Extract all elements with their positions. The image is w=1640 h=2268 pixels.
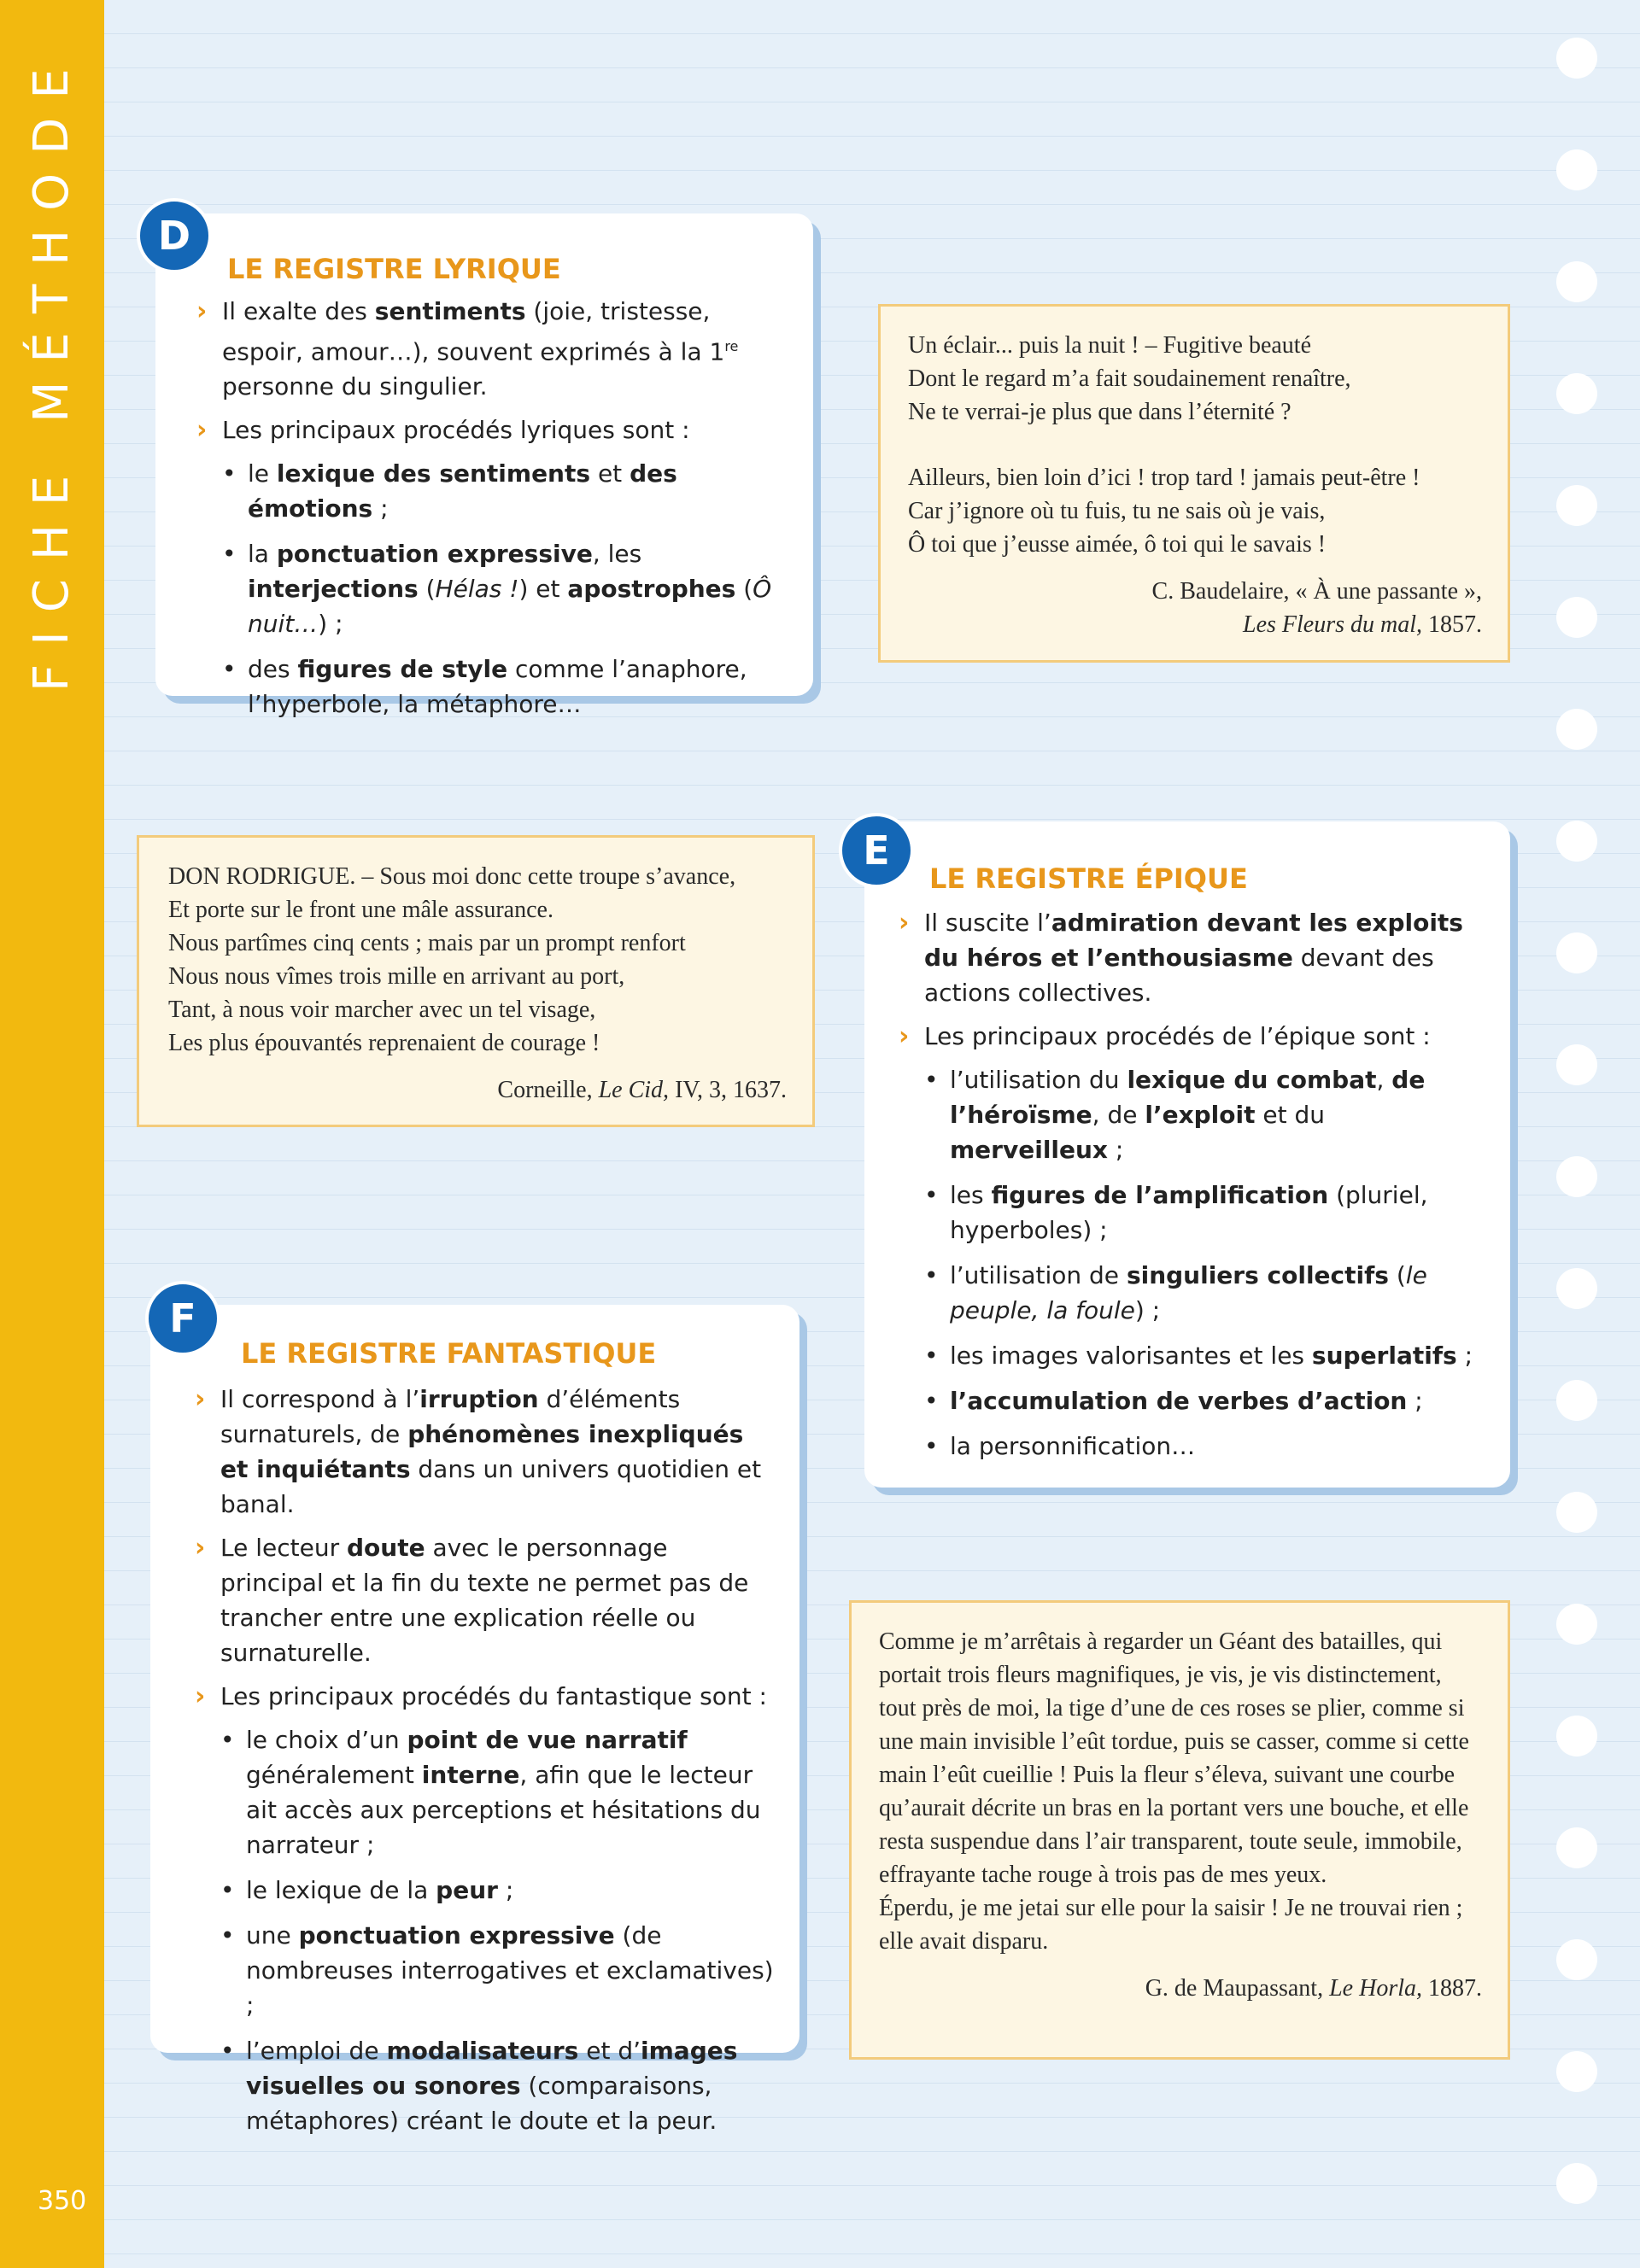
chevron-right-icon: › [196, 296, 208, 326]
binder-hole [1556, 1939, 1597, 1980]
chevron-right-icon: › [195, 1533, 206, 1563]
bullet-icon: • [222, 459, 237, 488]
binder-hole [1556, 1827, 1597, 1868]
sub-item: • le lexique de la peur ; [195, 1873, 776, 1908]
list-item: › Il correspond à l’irruption d’éléments surnaturels, de phénomènes inexpliqués et inquiétants dans un univers quotidien et banal. [195, 1382, 776, 1522]
quote-paragraph: Comme je m’arrêtais à regarder un Géant des batailles, qui portait trois fleurs magnifiques, je vis, je vis distinctement, tout près de moi, la tige d’une de ces roses se plier, comme si une main invisible l’eût tordue, puis se casser, comme si cette main l’eût cueillie ! Puis la fleur s’éleva, suivant une courbe qu’aurait décrite un bras en la portant vers une bouche, et elle resta suspendue dans l’air transparent, toute seule, immobile, effrayante tache rouge à trois pas de mes yeux. [879, 1628, 1469, 1888]
sub-item: • la personnification… [899, 1429, 1488, 1464]
quote-paragraph: Éperdu, je me jetai sur elle pour la saisir ! Je ne trouvai rien ; elle avait disparu. [879, 1895, 1463, 1955]
bullet-icon: • [924, 1432, 939, 1460]
list-item: › Il exalte des sentiments (joie, tristesse, espoir, amour…), souvent exprimés à la 1re personne du singulier. [196, 294, 786, 404]
bullet-icon: • [924, 1387, 939, 1415]
poem-line: Les plus épouvantés reprenaient de courage ! [168, 1030, 600, 1056]
poem-line: Nous partîmes cinq cents ; mais par un prompt renfort [168, 930, 686, 956]
bullet-icon: • [220, 1726, 235, 1754]
chevron-right-icon: › [196, 415, 208, 446]
bullet-icon: • [924, 1066, 939, 1094]
binder-hole [1556, 149, 1597, 190]
binder-hole [1556, 2163, 1597, 2204]
binder-hole [1556, 1044, 1597, 1085]
sub-item: • le lexique des sentiments et des émotions ; [196, 456, 786, 526]
card-title: LE REGISTRE LYRIQUE [227, 253, 561, 285]
bullet-icon: • [220, 1921, 235, 1949]
bullet-icon: • [924, 1342, 939, 1370]
quote-source: C. Baudelaire, « À une passante », [1151, 578, 1482, 605]
poem-line: Ailleurs, bien loin d’ici ! trop tard ! jamais peut-être ! [908, 465, 1420, 491]
binder-hole [1556, 261, 1597, 302]
sub-item: • une ponctuation expressive (de nombreuses interrogatives et exclamatives) ; [195, 1918, 776, 2023]
binder-hole [1556, 1380, 1597, 1421]
card-registre-fantastique [150, 1305, 800, 2135]
poem-line: Tant, à nous voir marcher avec un tel visage, [168, 997, 596, 1023]
list-item: › Les principaux procédés lyriques sont : [196, 412, 786, 447]
quote-baudelaire [878, 304, 1510, 663]
quote-corneille [137, 835, 815, 1127]
bullet-icon: • [924, 1261, 939, 1289]
sub-item: • des figures de style comme l’anaphore, l’hyperbole, la métaphore… [196, 652, 786, 722]
card-registre-lyrique [155, 213, 813, 719]
binder-hole [1556, 1156, 1597, 1197]
bullet-icon: • [222, 540, 237, 569]
sub-item: • le choix d’un point de vue narratif généralement interne, afin que le lecteur ait accès aux perceptions et hésitations du narrateur ; [195, 1722, 776, 1862]
badge-d: D [137, 198, 212, 273]
poem-line: Ne te verrai-je plus que dans l’éternité ? [908, 399, 1292, 425]
poem-line: Car j’ignore où tu fuis, tu ne sais où je vais, [908, 498, 1326, 524]
poem-line: DON RODRIGUE. – Sous moi donc cette troupe s’avance, [168, 863, 736, 890]
quote-source: Les Fleurs du mal, 1857. [1243, 611, 1482, 638]
card-title: LE REGISTRE FANTASTIQUE [241, 1337, 657, 1370]
chevron-right-icon: › [195, 1681, 206, 1711]
sidebar [0, 0, 104, 2268]
binder-hole [1556, 932, 1597, 973]
quote-source: G. de Maupassant, Le Horla, 1887. [1145, 1975, 1482, 2002]
bullet-icon: • [220, 1876, 235, 1904]
binder-hole [1556, 1268, 1597, 1309]
sub-item: • l’utilisation du lexique du combat, de l’héroïsme, de l’exploit et du merveilleux ; [899, 1062, 1488, 1167]
list-item: › Les principaux procédés du fantastique sont : [195, 1679, 776, 1714]
list-item: › Les principaux procédés de l’épique sont : [899, 1019, 1488, 1054]
binder-hole [1556, 821, 1597, 862]
binder-hole [1556, 709, 1597, 750]
binder-hole [1556, 597, 1597, 638]
badge-f: F [145, 1281, 220, 1356]
poem-line: Et porte sur le front une mâle assurance. [168, 897, 554, 923]
chevron-right-icon: › [899, 908, 910, 938]
page-number: 350 [38, 2186, 87, 2216]
bullet-icon: • [924, 1181, 939, 1209]
binder-hole [1556, 2051, 1597, 2092]
sub-item: • les images valorisantes et les superlatifs ; [899, 1338, 1488, 1373]
sub-item: • l’emploi de modalisateurs et d’images visuelles ou sonores (comparaisons, métaphores) créant le doute et la peur. [195, 2033, 776, 2138]
sub-item: • l’utilisation de singuliers collectifs (le peuple, la foule) ; [899, 1258, 1488, 1328]
binder-hole [1556, 1604, 1597, 1645]
poem-line: Nous nous vîmes trois mille en arrivant au port, [168, 963, 625, 990]
sub-item: • l’accumulation de verbes d’action ; [899, 1383, 1488, 1418]
quote-source: Corneille, Le Cid, IV, 3, 1637. [497, 1077, 787, 1103]
binder-hole [1556, 1492, 1597, 1533]
list-item: › Le lecteur doute avec le personnage principal et la fin du texte ne permet pas de trancher entre une explication réelle ou surnaturelle. [195, 1530, 776, 1670]
chevron-right-icon: › [195, 1384, 206, 1414]
binder-hole [1556, 38, 1597, 79]
card-title: LE REGISTRE ÉPIQUE [929, 862, 1248, 895]
badge-e: E [839, 813, 914, 888]
quote-maupassant [849, 1600, 1510, 2060]
sidebar-title: FICHE MÉTHODE [24, 50, 79, 692]
bullet-icon: • [220, 2037, 235, 2065]
binder-hole [1556, 1716, 1597, 1757]
poem-line: Un éclair... puis la nuit ! – Fugitive beauté [908, 332, 1312, 359]
poem-line: Ô toi que j’eusse aimée, ô toi qui le savais ! [908, 531, 1327, 558]
sub-item: • la ponctuation expressive, les interjections (Hélas !) et apostrophes (Ô nuit…) ; [196, 536, 786, 641]
sub-item: • les figures de l’amplification (pluriel, hyperboles) ; [899, 1178, 1488, 1248]
list-item: › Il suscite l’admiration devant les exploits du héros et l’enthousiasme devant des actions collectives. [899, 905, 1488, 1010]
chevron-right-icon: › [899, 1021, 910, 1051]
card-registre-epique [864, 821, 1510, 1488]
bullet-icon: • [222, 655, 237, 684]
binder-hole [1556, 485, 1597, 526]
poem-line: Dont le regard m’a fait soudainement renaître, [908, 365, 1351, 392]
binder-hole [1556, 373, 1597, 414]
